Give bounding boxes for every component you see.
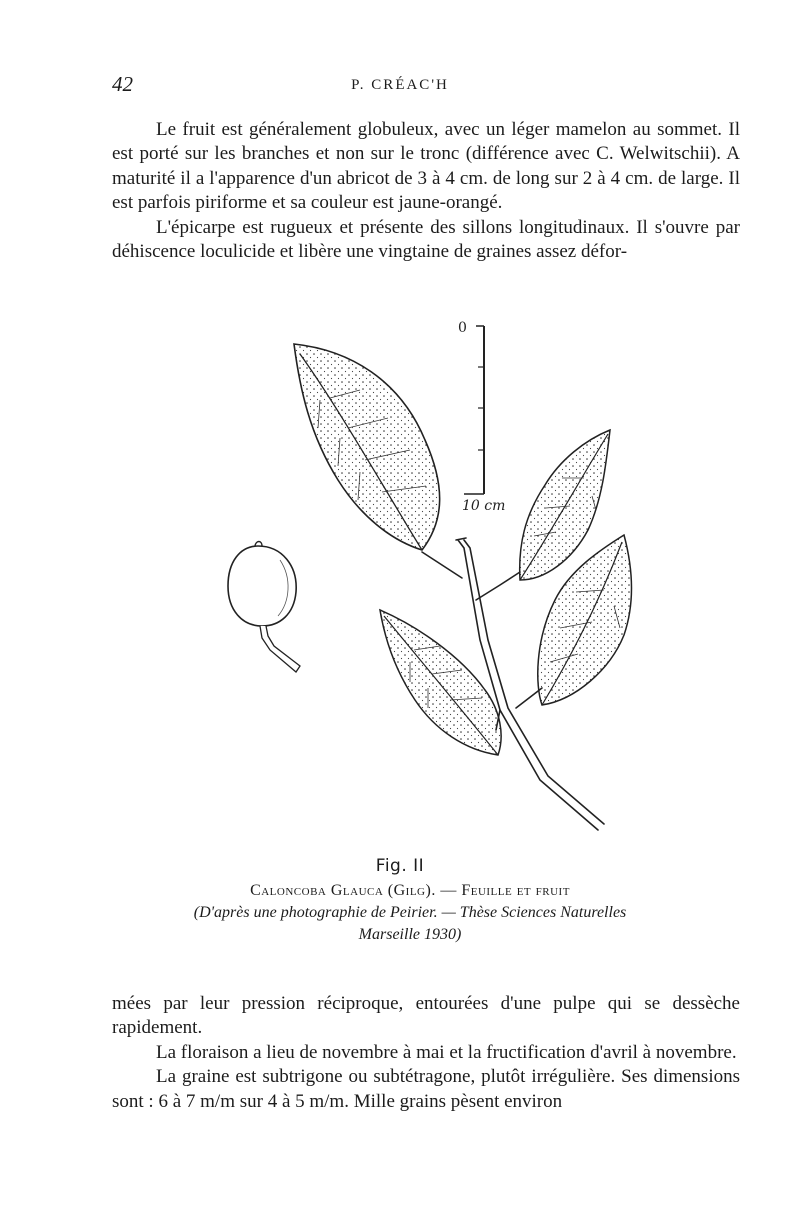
figure-label: Fig. II xyxy=(375,856,425,876)
page-header xyxy=(0,68,800,98)
paragraph-epicarp: L'épicarpe est rugueux et présente des sillons longitudinaux. Il s'ouvre par déhiscence loculicide et libère une vingtaine de graines assez défor- xyxy=(112,216,740,263)
scale-bar xyxy=(464,326,484,494)
scale-label-top: 0 xyxy=(458,320,467,336)
text-block-top xyxy=(112,118,740,264)
paragraph-fruit: Le fruit est généralement globuleux, avec un léger mamelon au sommet. Il est porté sur les branches et non sur le tronc (différence avec C. Welwitschii). A maturité il a l'apparence d'un abricot de 3 à 4 cm. de long sur 2 à 4 cm. de large. Il est parfois piriforme et sa couleur est jaune-orangé. xyxy=(112,119,740,214)
text-block-bottom xyxy=(112,992,740,1114)
figure-caption xyxy=(150,880,670,946)
scale-label-bottom: 10 cm xyxy=(462,498,506,514)
caption-line-2: (D'après une photographie de Peirier. — Thèse Sciences Naturelles xyxy=(193,904,627,921)
paragraph-flowering: La floraison a lieu de novembre à mai et la fructification d'avril à novembre. xyxy=(156,1041,737,1063)
paragraph-seeds-cont: mées par leur pression réciproque, entourées d'une pulpe qui se dessèche rapidement. xyxy=(112,993,740,1039)
caption-line-3: Marseille 1930) xyxy=(358,926,462,943)
paragraph-seed: La graine est subtrigone ou subtétragone, plutôt irrégulière. Ses dimensions sont : 6 à 7 m/m sur 4 à 5 m/m. Mille grains pèsent environ xyxy=(112,1066,740,1112)
running-head: P. CRÉAC'H xyxy=(351,77,449,93)
caption-line-1: Caloncoba Glauca (Gilg). — Feuille et fruit xyxy=(250,882,570,899)
page-number: 42 xyxy=(112,72,133,96)
fruit xyxy=(228,542,300,673)
leaf-large-upper xyxy=(294,344,440,550)
botanical-illustration xyxy=(200,310,660,850)
leaf-lower-left xyxy=(380,610,501,755)
